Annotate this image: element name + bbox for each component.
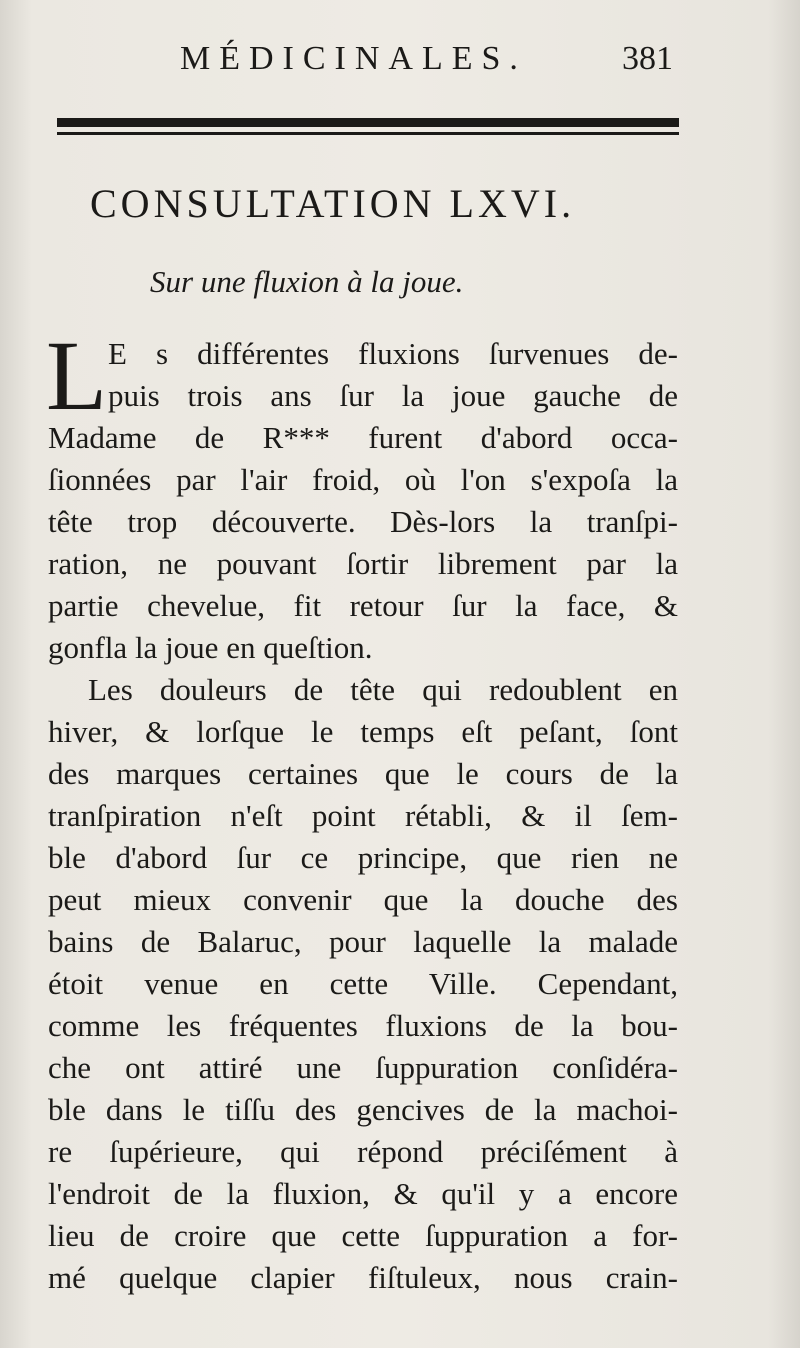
subheading-text: Sur une fluxion à la joue. <box>150 264 464 299</box>
running-title: MÉDICINALES. <box>180 40 527 77</box>
text-line: mé quelque clapier fiſtuleux, nous crain- <box>48 1260 678 1295</box>
text-line: peut mieux convenir que la douche des <box>48 882 678 917</box>
text-line: re ſupérieure, qui répond préciſément à <box>48 1134 678 1169</box>
text-line: ſionnées par l'air froid, où l'on s'expoſa la <box>48 462 678 497</box>
page-number: 381 <box>622 40 673 77</box>
text-line: Les douleurs de tête qui redoublent en <box>88 672 678 707</box>
text-line: hiver, & lorſque le temps eſt peſant, ſont <box>48 714 678 749</box>
text-line: E s différentes fluxions ſurvenues de- <box>108 336 678 371</box>
text-line: comme les fréquentes fluxions de la bou- <box>48 1008 678 1043</box>
text-line: l'endroit de la fluxion, & qu'il y a encore <box>48 1176 678 1211</box>
drop-cap: L <box>46 320 108 431</box>
text-line: ble dans le tiſſu des gencives de la machoi- <box>48 1092 678 1127</box>
text-line: puis trois ans ſur la joue gauche de <box>108 378 678 413</box>
text-line: che ont attiré une ſuppuration conſidéra- <box>48 1050 678 1085</box>
text-line: partie chevelue, fit retour ſur la face, & <box>48 588 678 623</box>
text-line: bains de Balaruc, pour laquelle la malade <box>48 924 678 959</box>
text-line: tête trop découverte. Dès-lors la tranſpi- <box>48 504 678 539</box>
text-line: gonfla la joue en queſtion. <box>48 630 373 665</box>
text-line: étoit venue en cette Ville. Cependant, <box>48 966 678 1001</box>
text-line: des marques certaines que le cours de la <box>48 756 678 791</box>
text-line: tranſpiration n'eſt point rétabli, & il ſem- <box>48 798 678 833</box>
text-line: ration, ne pouvant ſortir librement par la <box>48 546 678 581</box>
heading-text: CONSULTATION LXVI. <box>90 181 576 226</box>
text-line: ble d'abord ſur ce principe, que rien ne <box>48 840 678 875</box>
text-line: Madame de R*** furent d'abord occa- <box>48 420 678 455</box>
text-line: lieu de croire que cette ſuppuration a for- <box>48 1218 678 1253</box>
